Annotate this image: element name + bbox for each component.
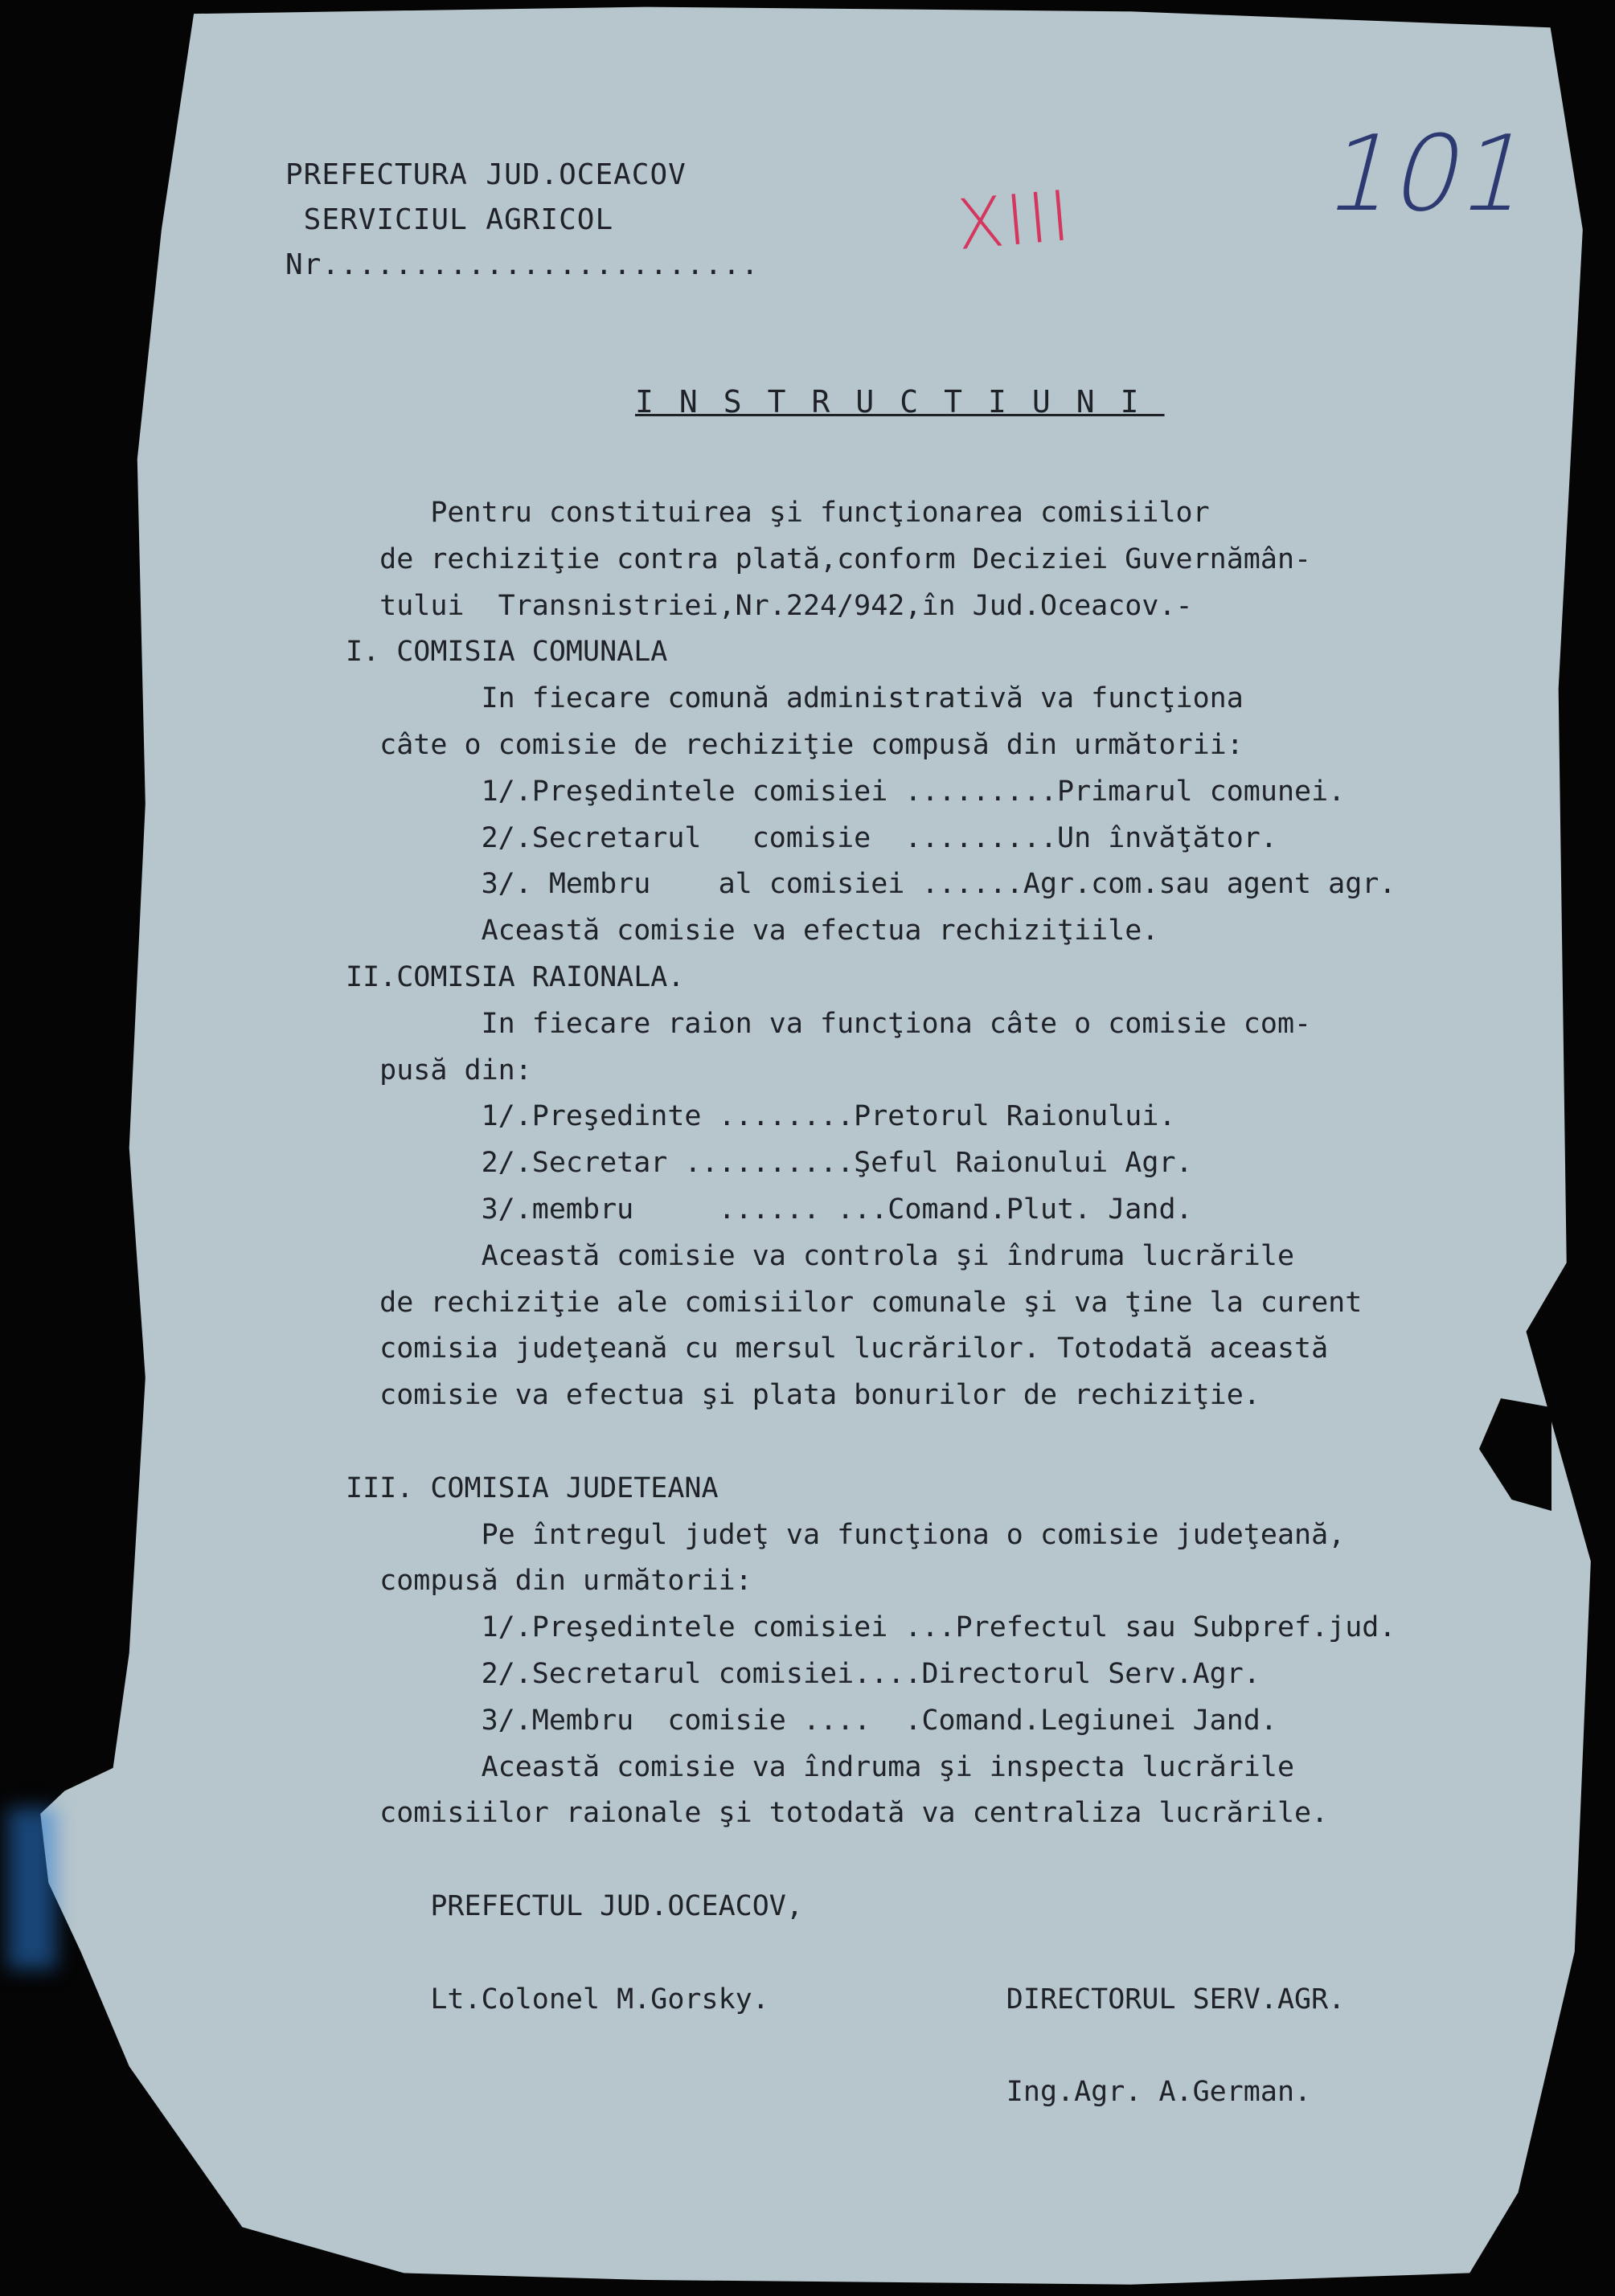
letterhead-line-3: Nr........................ <box>285 248 760 281</box>
document-body: Pentru constituirea şi funcţionarea comisiilor de rechiziţie contra plată,conform Deciziei Guvernămân- tului Transnistriei,Nr.224/942,în Jud.Oceacov.- I. COMISIA COMUNALA In fiecare comună administrativă va funcţiona câte o comisie de rechiziţie compusă din următorii: 1/.Preşedintele comisiei .........Primarul comunei. 2/.Secretarul comisie .........Un învăţător. 3/. Membru al comisiei ......Agr.com.sau agent agr. Această comisie va efectua rechiziţiile. II.COMISIA RAIONALA. In fiecare raion va funcţiona câte o comisie com- pusă din: 1/.Preşedinte ........Pretorul Raionului. 2/.Secretar ..........Şeful Raionului Agr. 3/.membru ...... ...Comand.Plut. Jand. Această comisie va controla şi îndruma lucrările de rechiziţie ale comisiilor comunale şi va ţine la curent comisia judeţeană cu mersul lucrărilor. Totodată această comisie va efectua şi plata bonurilor de rechiziţie. III. COMISIA JUDETEANA Pe întregul judeţ va funcţiona o comisie judeţeană, compusă din următorii: 1/.Preşedintele comisiei ...Prefectul sau Subpref.jud. 2/.Secretarul comisiei....Directorul Serv.Agr. 3/.Membru comisie .... .Comand.Legiunei Jand. Această comisie va îndruma şi inspecta lucrările comisiilor raionale şi totodată va centraliza lucrările. PREFECTUL JUD.OCEACOV, Lt.Colonel M.Gorsky. DIRECTORUL SERV.AGR. Ing.Agr. A.German. <box>346 497 1396 2109</box>
letterhead-line-2: SERVICIUL AGRICOL <box>285 203 614 236</box>
document-title: INSTRUCTIUNI <box>635 384 1165 420</box>
letterhead-line-1: PREFECTURA JUD.OCEACOV <box>285 158 687 191</box>
letterhead <box>285 153 760 288</box>
handwritten-roman-numeral: XIII <box>953 175 1076 267</box>
handwritten-page-number: 101 <box>1315 113 1546 235</box>
ink-stain <box>8 1808 56 1969</box>
